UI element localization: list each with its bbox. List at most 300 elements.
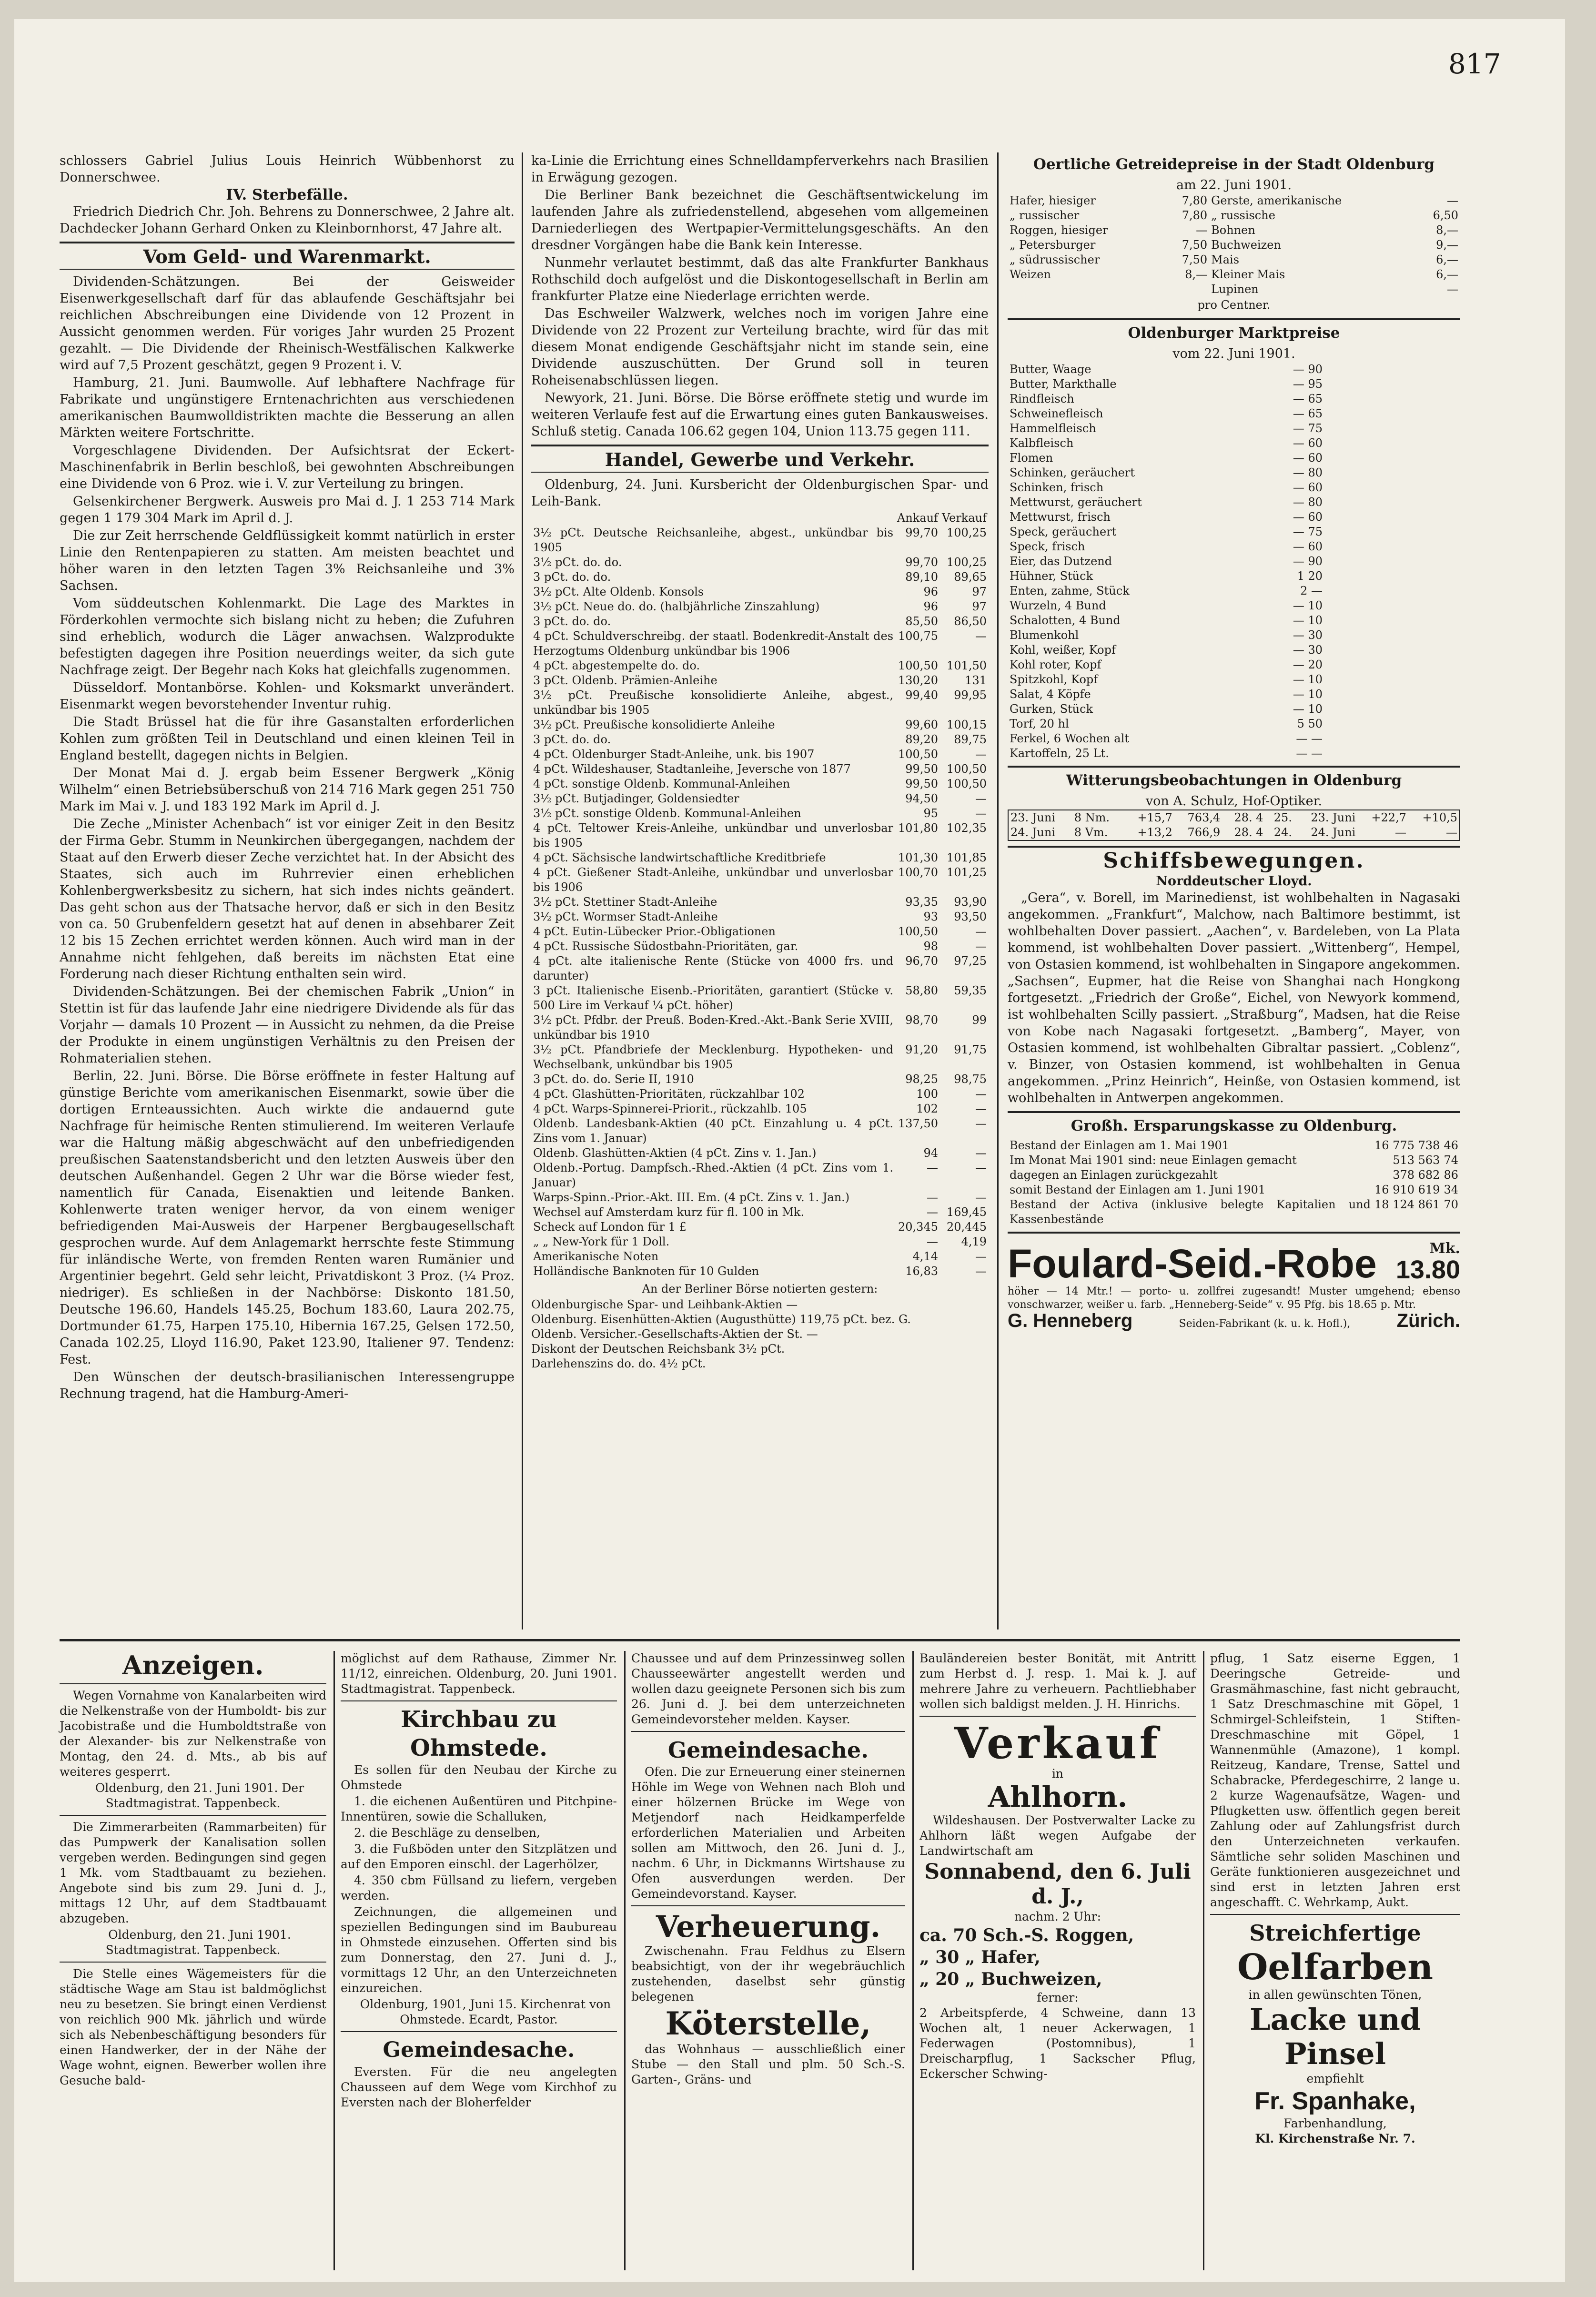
getreide-table [1008, 193, 1460, 297]
ad-text: Farbenhandlung, [1283, 2116, 1387, 2130]
column-2 [531, 152, 989, 1371]
table-cell: Gurken, Stück [1010, 702, 1093, 716]
table-cell: 100,75 [898, 629, 938, 643]
ad-text: Zeichnungen, die allgemeinen und speziellen Bedingungen sind im Baubureau in Ohmstede einzusehen. Offerten sind bis zum Donnerstag, den 27. Juni d. J., vormittags 12 Uhr, an den Unterzeichneten einzureichen. [341, 1905, 617, 1995]
ad-list-item: 2. die Beschläge zu denselben, [354, 1826, 540, 1840]
ad-text: Die Stelle eines Wägemeisters für die städtische Wage am Stau ist baldmöglichst neu zu besetzen. Sie bringt einen Verdienst von reichlich 900 Mk. jährlich und würde sich als Nebenbeschäftigung besonders für einen Handwerker, der in der Nähe der Wage wohnt, eignen. Bewerber wollen ihre Gesuche bald- [60, 1967, 326, 2087]
table-cell: 24. Juni [1010, 826, 1056, 839]
table-cell: Torf, 20 hl [1010, 717, 1069, 730]
table-cell: Speck, geräuchert [1010, 525, 1117, 538]
kurs-table-body [531, 526, 989, 1279]
table-cell: 99,50 [905, 762, 938, 776]
table-row [531, 673, 989, 688]
table-row [1008, 613, 1324, 628]
witterung-table [1008, 810, 1460, 841]
table-row [1008, 495, 1324, 510]
table-cell: 89,65 [954, 570, 987, 584]
table-cell: Schweinefleisch [1010, 407, 1103, 420]
table-cell: 4,14 [912, 1250, 938, 1263]
table-cell: 100,25 [947, 526, 987, 539]
table-cell: 23. Juni [1010, 811, 1056, 824]
schiff-sub: Norddeutscher Lloyd. [1156, 874, 1312, 889]
table-cell: 93,90 [954, 895, 987, 909]
table-row [1008, 208, 1460, 223]
section-heading: Handel, Gewerbe und Verkehr. [605, 449, 915, 470]
table-cell: 1 20 [1297, 569, 1323, 583]
table-cell: 3 pCt. do. do. Serie II, 1910 [533, 1073, 694, 1086]
table-row [1008, 436, 1324, 451]
ad-text: Eversten. Für die neu angelegten Chausseen auf dem Wege vom Kirchhof zu Eversten nach der Bloherfelder [341, 2065, 617, 2109]
table-row [531, 658, 989, 673]
table-cell: — [927, 1191, 938, 1204]
table-row [531, 1013, 989, 1042]
list-item: Oldenburg. Eisenhütten-Aktien (Augusthütte) 119,75 pCt. bez. G. [531, 1313, 911, 1326]
table-row [531, 629, 989, 658]
table-cell: — 65 [1293, 407, 1323, 420]
table-cell: 94,50 [905, 792, 938, 805]
table-cell: 4 pCt. sonstige Oldenb. Kommunal-Anleihen [533, 777, 790, 790]
ad-heading: Gemeindesache. [667, 1737, 869, 1763]
table-cell: 99,95 [954, 688, 987, 702]
table-cell: 378 682 [1393, 1168, 1440, 1182]
ad-text: Zwischenahn. Frau Feldhus zu Elsern beabsichtigt, von der ihr wegebräuchlich zustehenden, daselbst sehr günstig belegenen [631, 1944, 905, 2004]
table-row [531, 777, 989, 791]
divider [60, 1815, 326, 1816]
table-cell: 20,445 [947, 1220, 987, 1234]
anzeigen-heading: Anzeigen. [122, 1650, 264, 1680]
table-header [531, 511, 895, 526]
section-heading: Schiffsbewegungen. [1103, 849, 1365, 873]
table-cell: 91,75 [954, 1043, 987, 1056]
table-row [1008, 267, 1460, 282]
column-divider [333, 1651, 335, 2270]
column-divider [997, 152, 999, 1629]
table-cell: Butter, Waage [1010, 363, 1091, 376]
table-row [1008, 1138, 1460, 1153]
table-cell: Wechsel auf Amsterdam kurz für fl. 100 in Mk. [533, 1205, 805, 1219]
table-cell: — 10 [1293, 688, 1323, 701]
table-row [1008, 717, 1324, 731]
table-cell: — 90 [1293, 363, 1323, 376]
table-cell: 4 pCt. alte italienische Rente (Stücke von 4000 frs. und darunter) [533, 954, 894, 982]
column-divider [522, 152, 523, 1629]
kurs-table [531, 511, 989, 1279]
ad-list-item: „ 30 „ Hafer, [919, 1947, 1040, 1967]
table-row [531, 791, 989, 806]
table-cell: 24. Juni [1311, 826, 1356, 839]
divider [1008, 766, 1460, 768]
table-cell: 8,— [1185, 268, 1208, 281]
table-cell: 3½ pCt. Deutsche Reichsanleihe, abgest., unkündbar bis 1905 [533, 526, 894, 554]
table-cell: Im Monat Mai 1901 sind: neue Einlagen gemacht [1010, 1154, 1297, 1167]
table-row [1008, 421, 1324, 436]
ad-heading: Gemeindesache. [383, 2038, 575, 2062]
table-cell: 513 563 [1393, 1154, 1440, 1167]
table-cell: — 10 [1293, 702, 1323, 716]
table-cell: Schinken, geräuchert [1010, 466, 1135, 479]
divider [919, 1716, 1196, 1717]
table-cell: — 90 [1293, 555, 1323, 568]
table-row [1008, 584, 1324, 598]
ad-heading: Ahlhorn. [988, 1781, 1128, 1814]
foulard-city: Zürich. [1396, 1310, 1460, 1331]
schiff-text: „Gera“, v. Borell, im Marinedienst, ist wohlbehalten in Nagasaki angekommen. „Frankfurt“, Malchow, nach Baltimore bestimmt, ist wohlbehalten Dover passiert. „Aachen“, v. Bardeleben, von La Plata kommend, ist wohlbehalten Dover passiert. „Wittenberg“, Hempel, von Ostasien kommend, ist wohlbehalten in Singapore angekommen. „Sachsen“, Eupmer, hat die Reise von Shanghai nach Hongkong fortgesetzt. „Friedrich der Große“, Eichel, von Newyork kommend, ist wohlbehalten Scilly passiert. „Straßburg“, Madsen, hat die Reise von Kobe nach Nagasaki fortgesetzt. „Bamberg“, Mayer, von Ostasien kommend, ist wohlbehalten Gibraltar passiert. „Coblenz“, v. Binzer, von Ostasien kommend, ist wohlbehalten in Genua angekommen. „Prinz Heinrich“, Heinße, von Ostasien kommend, ist wohlbehalten in Antwerpen angekommen. [1008, 890, 1460, 1105]
table-cell: 98,75 [954, 1073, 987, 1086]
article-paragraph: Die Berliner Bank bezeichnet die Geschäftsentwickelung im laufenden Jahre als zufriedenstellend, abgesehen vom allgemeinen Darniederliegen des Wertpapier-Vermittelungsgeschäfts. An den dresdner Vorgängen habe die Bank kein Interesse. [531, 188, 989, 253]
table-cell: 89,10 [905, 570, 938, 584]
column-1 [60, 152, 515, 1403]
table-row [1008, 810, 1460, 825]
table-cell: 3½ pCt. Stettiner Stadt-Anleihe [533, 895, 717, 909]
table-row [531, 939, 989, 954]
table-cell: 98 [923, 940, 938, 953]
table-cell: Buchweizen [1211, 238, 1281, 252]
divider [60, 269, 515, 270]
table-cell: 6,— [1436, 253, 1458, 266]
ad-text: möglichst auf dem Rathause, Zimmer Nr. 11/12, einreichen. Oldenburg, 20. Juni 1901. Stadtmagistrat. Tappenbeck. [341, 1651, 617, 1696]
table-cell: 93 [923, 910, 938, 923]
table-cell: 93,50 [954, 910, 987, 923]
table-cell: 99,60 [905, 718, 938, 731]
table-cell: Wurzeln, 4 Bund [1010, 599, 1106, 612]
table-cell: — [927, 1205, 938, 1219]
foulard-firm-line [1008, 1310, 1460, 1332]
table-cell: 89,20 [905, 733, 938, 746]
table-cell: 3 pCt. do. do. [533, 570, 611, 584]
table-cell: 7,80 [1182, 209, 1208, 222]
ad-heading: Lacke und Pinsel [1249, 2002, 1421, 2071]
ad-column-1 [60, 1651, 326, 2089]
table-cell: Schinken, frisch [1010, 481, 1104, 494]
table-row [531, 1072, 989, 1087]
table-cell: 7,50 [1182, 238, 1208, 252]
table-cell: 8,— [1436, 223, 1458, 237]
table-cell: 169,45 [947, 1205, 987, 1219]
table-cell: 3½ pCt. Neue do. do. (halbjährliche Zinszahlung) [533, 600, 820, 613]
divider [60, 1683, 326, 1684]
table-cell: Weizen [1010, 268, 1051, 281]
table-cell: 34 [1444, 1183, 1458, 1196]
table-row [1008, 554, 1324, 569]
article-paragraph: Die Stadt Brüssel hat die für ihre Gasanstalten erforderlichen Kohlen zum größten Teil in Deutschland und einen kleinen Teil in England bestellt, dagegen nichts in Belgien. [60, 715, 515, 763]
table-cell: „ Petersburger [1010, 238, 1096, 252]
table-cell: Kartoffeln, 25 Lt. [1010, 747, 1109, 760]
table-row [531, 1249, 989, 1264]
table-cell: — 65 [1293, 392, 1323, 405]
divider [1008, 318, 1460, 320]
getreide-unit: pro Centner. [1197, 298, 1271, 312]
table-cell: 86,50 [954, 615, 987, 628]
table-cell: Mais [1211, 253, 1240, 266]
table-cell: 25. [1273, 811, 1292, 824]
table-cell: 99 [972, 1013, 987, 1027]
table-row [531, 910, 989, 924]
table-cell: Roggen, hiesiger [1010, 223, 1108, 237]
table-cell: 70 [1444, 1198, 1458, 1211]
table-cell: Hühner, Stück [1010, 569, 1093, 583]
table-cell: somit Bestand der Einlagen am 1. Juni 1901 [1010, 1183, 1266, 1196]
table-cell: 93,35 [905, 895, 938, 909]
ad-text: ferner: [1037, 1991, 1079, 2004]
table-row [1008, 746, 1324, 761]
table-cell: 101,50 [947, 659, 987, 672]
ad-text: Wildeshausen. Der Postverwalter Lacke zu Ahlhorn läßt wegen Aufgabe der Landwirtschaft am [919, 1813, 1196, 1858]
table-cell: 89,75 [954, 733, 987, 746]
table-cell: — 75 [1293, 525, 1323, 538]
table-cell: 16,83 [905, 1265, 938, 1278]
table-cell: — 60 [1293, 436, 1323, 450]
table-cell: Oldenb. Landesbank-Aktien (40 pCt. Einzahlung u. 4 pCt. Zins vom 1. Januar) [533, 1117, 894, 1145]
article-paragraph: Gelsenkirchener Bergwerk. Ausweis pro Mai d. J. 1 253 714 Mark gegen 1 179 304 Mark im April d. J. [60, 494, 515, 526]
table-row [531, 1042, 989, 1072]
table-cell: Holländische Banknoten für 10 Gulden [533, 1265, 759, 1278]
ad-signature: Oldenburg, den 21. Juni 1901. Der Stadtmagistrat. Tappenbeck. [95, 1781, 304, 1810]
table-cell: 100,50 [898, 925, 938, 938]
table-cell: 130,20 [898, 674, 938, 687]
foulard-price: 13.80 [1395, 1255, 1460, 1284]
table-cell: — [975, 1250, 987, 1263]
table-row [1008, 731, 1324, 746]
spar-table [1008, 1138, 1460, 1227]
ad-text: Die Zimmerarbeiten (Rammarbeiten) für das Pumpwerk der Kanalisation sollen vergeben werden. Bedingungen sind gegen 1 Mk. vom Stadtbauamt zu beziehen. Angebote sind bis zum 29. Juni d. J., mittags 12 Uhr, auf dem Stadtbauamt abzugeben. [60, 1820, 326, 1925]
table-row [531, 718, 989, 732]
table-cell: — 80 [1293, 496, 1323, 509]
table-cell: 20,345 [898, 1220, 938, 1234]
table-cell: 98,70 [905, 1013, 938, 1027]
article-paragraph: Dividenden-Schätzungen. Bei der chemischen Fabrik „Union“ in Stettin ist für das laufende Jahr eine niedrigere Dividende als für das Vorjahr — damals 10 Prozent — in Aussicht zu nehmen, da die Preise der Produkte in einem ungünstigen Verhältnis zu den Preisen der Rohmaterialien stehen. [60, 984, 515, 1066]
table-cell: 3½ pCt. Butjadinger, Goldensiedter [533, 792, 739, 805]
article-paragraph: Die zur Zeit herrschende Geldflüssigkeit kommt natürlich in erster Linie den Rentenpapieren zu statten. Am meisten beachtet und höher waren in den letzten Tagen 3% Reichsanleihe und 3% Sachsen. [60, 528, 515, 593]
article-paragraph: Den Wünschen der deutsch-brasilianischen Interessengruppe Rechnung tragend, hat die Hamburg-Ameri- [60, 1370, 515, 1401]
table-cell: 95 [923, 807, 938, 820]
table-row [1008, 672, 1324, 687]
table-cell: — 75 [1293, 422, 1323, 435]
table-cell: 100,70 [898, 866, 938, 879]
section-heading: IV. Sterbefälle. [226, 186, 348, 203]
table-cell: — 20 [1293, 658, 1323, 671]
article-paragraph: Berlin, 22. Juni. Börse. Die Börse eröffnete in fester Haltung auf günstige Berichte vom amerikanischen Eisenmarkt, sowie über die dortigen Ernteaussichten. Auch wirkte die andauernd gute Nachfrage für heimische Renten stimulierend. Im weiteren Verlaufe war die Haltung mäßig abgeschwächt auf den unbefriedigenden preußischen Saatenstandsbericht und den letzten Ausweis über den deutschen Außenhandel. Gegen 2 Uhr war die Börse wieder fest, namentlich für Canada, Eisenaktien und leitende Banken. Kohlenwerte traten weniger hervor, da von einem weniger befriedigenden Mai-Ausweis der Harpener Bergbaugesellschaft gesprochen wurde. Auf dem Anlagemarkt herrschte feste Stimmung für inländische Werte, von fremden Renten waren Rumänier und Argentinier begehrt. Geld sehr leicht, Privatdiskont 3 Proz. (¼ Proz. niedriger). Es schließen in der Nachbörse: Diskonto 181.50, Deutsche 196.60, Handels 145.25, Bochum 183.60, Laura 202.75, Dortmunder 61.75, Harpen 175.10, Hibernia 167.25, Gelsen 172.50, Canada 102.25, Lloyd 116.90, Paket 123.90, Italiener 97. Tendenz: Fest. [60, 1069, 515, 1367]
table-cell: — [975, 1117, 987, 1130]
table-cell: 3½ pCt. Preußische konsolidierte Anleihe [533, 718, 775, 731]
ad-list-item: 4. 350 cbm Füllsand zu liefern, vergeben werden. [341, 1873, 617, 1902]
article-paragraph: Nunmehr verlautet bestimmt, daß das alte Frankfurter Bankhaus Rothschild doch aufgelöst und die Diskontogesellschaft in Berlin am frankfurter Platze eine Niederlage errichten werde. [531, 255, 989, 304]
table-row [531, 614, 989, 629]
newspaper-page [14, 19, 1565, 2282]
table-cell: „ südrussischer [1010, 253, 1100, 266]
article-paragraph: Das Eschweiler Walzwerk, welches noch im vorigen Jahre eine Dividende von 22 Prozent zur Verteilung brachte, wird für das mit diesem Monat endigende Geschäftsjahr nicht im stande sein, eine Dividende auszuschütten. Der Grund soll in teuren Roheisenabschlüssen liegen. [531, 306, 989, 388]
table-row [1008, 1153, 1460, 1168]
table-cell [1164, 282, 1209, 297]
table-row [531, 1102, 989, 1116]
table-cell: — [1447, 194, 1458, 207]
table-cell: 6,— [1436, 268, 1458, 281]
table-cell: „ russische [1211, 209, 1275, 222]
table-cell: 28. 4 [1234, 826, 1263, 839]
section-heading: Vom Geld- und Warenmarkt. [143, 246, 431, 267]
column-divider [1203, 1651, 1204, 2270]
ad-big-heading: Oelfarben [1237, 1947, 1434, 1988]
table-cell: Amerikanische Noten [533, 1250, 659, 1263]
table-cell: Kohl roter, Kopf [1010, 658, 1101, 671]
divider [1008, 846, 1460, 848]
ad-heading: Verheuerung. [656, 1909, 881, 1944]
table-cell: Kleiner Mais [1211, 268, 1285, 281]
article-paragraph: ka-Linie die Errichtung eines Schnelldampferverkehrs nach Brasilien in Erwägung gezogen. [531, 153, 989, 185]
witterung-sub: von A. Schulz, Hof-Optiker. [1145, 794, 1323, 809]
ads-divider [60, 1639, 1460, 1641]
table-cell: 59,35 [954, 984, 987, 997]
table-row [1008, 377, 1324, 392]
table-cell: Schalotten, 4 Bund [1010, 614, 1121, 627]
table-cell: 99,50 [905, 777, 938, 790]
table-cell: 131 [965, 674, 987, 687]
table-row [1008, 539, 1324, 554]
ad-text: 2 Arbeitspferde, 4 Schweine, dann 13 Wochen alt, 1 neuer Ackerwagen, 1 Federwagen (Postomnibus), 1 Dreischarpflug, 1 Sackscher Pflug, Eckerscher Schwing- [919, 2006, 1196, 2081]
table-cell: 99,70 [905, 526, 938, 539]
table-cell: Oldenb. Glashütten-Aktien (4 pCt. Zins v. 1. Jan.) [533, 1146, 817, 1160]
divider [631, 1905, 905, 1906]
section-heading: Oertliche Getreidepreise in der Stadt Oldenburg [1033, 156, 1435, 173]
table-cell: — [975, 629, 987, 643]
ad-heading: Streichfertige [1249, 1920, 1421, 1946]
table-cell: 102 [916, 1102, 938, 1115]
table-cell: +10,5 [1422, 811, 1457, 824]
table-cell: — 60 [1293, 481, 1323, 494]
column-divider [624, 1651, 626, 2270]
table-cell: Lupinen [1211, 283, 1259, 296]
table-cell: 3½ pCt. do. do. [533, 556, 622, 569]
table-cell: 100,50 [898, 659, 938, 672]
table-cell: — [1394, 826, 1406, 839]
table-cell: 4 pCt. Wildeshauser, Stadtanleihe, Jeversche von 1877 [533, 762, 851, 776]
table-cell: — 10 [1293, 599, 1323, 612]
table-row [1008, 628, 1324, 643]
table-row [531, 599, 989, 614]
article-paragraph: Der Monat Mai d. J. ergab beim Essener Bergwerk „König Wilhelm“ einen Betriebsüberschuß von 214 716 Mark gegen 251 750 Mark im Mai v. J. und 183 192 Mark im April d. J. [60, 766, 515, 814]
table-row [531, 895, 989, 910]
table-cell: — 30 [1293, 643, 1323, 657]
table-cell: 101,85 [947, 851, 987, 864]
table-row [1008, 658, 1324, 672]
table-row [1008, 193, 1460, 208]
table-cell: 3½ pCt. Alte Oldenb. Konsols [533, 585, 704, 598]
table-row [531, 555, 989, 570]
table-cell: 96 [923, 585, 938, 598]
table-cell: 8 Vm. [1074, 826, 1108, 839]
table-cell: 100,50 [947, 777, 987, 790]
table-cell: — — [1296, 732, 1323, 745]
table-cell: „ russischer [1010, 209, 1080, 222]
table-cell: 4,19 [961, 1235, 987, 1248]
table-row [1008, 643, 1324, 658]
table-cell: Mettwurst, geräuchert [1010, 496, 1142, 509]
ad-text: Wegen Vornahme von Kanalarbeiten wird die Nelkenstraße von der Humboldt- bis zur Jacobistraße und die Humboldtstraße von der Alexander- bis zur Nelkenstraße von Montag, den 24. d. Mts., ab bis auf weiteres gesperrt. [60, 1689, 326, 1779]
table-row [531, 1087, 989, 1102]
table-cell: 9,— [1436, 238, 1458, 252]
table-cell: 766,9 [1187, 826, 1221, 839]
table-cell: — [927, 1161, 938, 1174]
foulard-firm-sub: Seiden-Fabrikant (k. u. k. Hofl.), [1179, 1318, 1351, 1330]
table-cell: 4 pCt. Warps-Spinnerei-Priorit., rückzahlb. 105 [533, 1102, 807, 1115]
table-cell: 16 775 738 [1374, 1139, 1440, 1152]
table-row [531, 1220, 989, 1235]
ad-signature: Oldenburg, den 21. Juni 1901. Stadtmagistrat. Tappenbeck. [105, 1928, 291, 1957]
divider [341, 1700, 617, 1701]
table-row [1008, 825, 1460, 840]
table-cell: — [1196, 223, 1208, 237]
table-cell: 4 pCt. abgestempelte do. do. [533, 659, 700, 672]
table-cell: 100,15 [947, 718, 987, 731]
table-row [1008, 569, 1324, 584]
ad-column-3 [631, 1651, 905, 2088]
table-cell: 3½ pCt. Wormser Stadt-Anleihe [533, 910, 718, 923]
table-cell: +22,7 [1371, 811, 1406, 824]
ad-text: pflug, 1 Satz eiserne Eggen, 1 Deeringsche Getreide- und Grasmähmaschine, fast nicht gebraucht, 1 Satz Dreschmaschine mit Göpel, 1 Schmirgel-Schleifstein, 1 Stiften-Dreschmaschine mit Göpel, 1 Wannenmühle (Amazone), 1 kompl. Reitzeug, Kandare, Trense, Sattel und Schabracke, Pferdegeschirre, 2 lange u. 2 kurze Wagenaufsätze, Wagen- und Pflugketten usw. öffentlich gegen bereit Zahlung oder auf Zahlungsfrist durch den Unterzeichneten verkaufen. Sämtliche sehr soliden Maschinen und Geräte funktionieren ausgezeichnet und sind erst in letzten Jahren erst angeschafft. C. Wehrkamp, Aukt. [1210, 1651, 1460, 1909]
foulard-text: höher — 14 Mtr.! — porto- u. zollfrei zugesandt! Muster umgehend; ebenso vonschwarzer, weißer u. farb. „Henneberg-Seide“ v. 95 Pfg. bis 18.65 p. Mtr. [1008, 1285, 1460, 1311]
table-cell: 28. 4 [1234, 811, 1263, 824]
table-cell: — [975, 1161, 987, 1174]
table-cell: Spitzkohl, Kopf [1010, 673, 1098, 686]
divider [631, 1731, 905, 1732]
ad-text: in allen gewünschten Tönen, [1248, 1988, 1422, 2002]
table-row [1008, 392, 1324, 406]
ad-text: Ofen. Die zur Erneuerung einer steinernen Höhle im Wege von Wehnen nach Bloh und einer hölzernen Brücke im Wege von Metjendorf nach Heidkamperfelde erforderlichen Materialien und Arbeiten sollen am Mittwoch, den 26. Juni d. J., nachm. 6 Uhr, in Dickmanns Wirtshause zu Ofen ausverdungen werden. Der Gemeindevorstand. Kayser. [631, 1765, 905, 1901]
ad-text: empfiehlt [1306, 2072, 1364, 2085]
ad-list-item: ca. 70 Sch.-S. Roggen, [919, 1925, 1134, 1945]
foulard-title: Foulard-Seid.-Robe [1008, 1241, 1377, 1286]
table-cell: 8 Nm. [1074, 811, 1110, 824]
table-cell: — 10 [1293, 673, 1323, 686]
table-cell: — [975, 792, 987, 805]
article-paragraph: Newyork, 21. Juni. Börse. Die Börse eröffnete stetig und wurde im weiteren Verlaufe fest auf die Erwartung eines guten Bankausweises. Schluß stetig. Canada 106.62 gegen 104, Union 113.75 gegen 111. [531, 391, 989, 439]
table-row [1008, 238, 1460, 253]
table-cell: +15,7 [1137, 811, 1172, 824]
table-row [1008, 1168, 1460, 1183]
table-cell: — [975, 1265, 987, 1278]
table-cell: Flomen [1010, 451, 1053, 465]
ad-heading: Kirchbau zu Ohmstede. [401, 1706, 557, 1761]
table-cell: 3½ pCt. Pfandbriefe der Mecklenburg. Hypotheken- und Wechselbank, unkündbar bis 1905 [533, 1043, 894, 1071]
table-row [531, 570, 989, 585]
table-row [1008, 525, 1324, 539]
table-cell: — 10 [1293, 614, 1323, 627]
table-row [531, 821, 989, 850]
table-cell: Warps-Spinn.-Prior.-Akt. III. Em. (4 pCt. Zins v. 1. Jan.) [533, 1191, 850, 1204]
table-cell: Kalbfleisch [1010, 436, 1074, 450]
table-cell: 3 pCt. Oldenb. Prämien-Anleihe [533, 674, 717, 687]
table-cell: 4 pCt. Glashütten-Prioritäten, rückzahlbar 102 [533, 1087, 805, 1101]
table-cell: 3½ pCt. sonstige Oldenb. Kommunal-Anleihen [533, 807, 801, 820]
table-cell: 94 [923, 1146, 938, 1160]
table-cell: 98,25 [905, 1073, 938, 1086]
ad-text: das Wohnhaus — ausschließlich einer Stube — den Stall und plm. 50 Sch.-S. Garten-, Gräns- und [631, 2042, 905, 2086]
table-cell: 85,50 [905, 615, 938, 628]
table-cell: 3 pCt. Italienische Eisenb.-Prioritäten, garantiert (Stücke v. 500 Lire im Verkauf ¼ pCt. höher) [533, 984, 894, 1012]
table-cell: — — [1296, 747, 1323, 760]
table-cell: 3½ pCt. Pfdbr. der Preuß. Boden-Kred.-Akt.-Bank Serie XVIII, unkündbar bis 1910 [533, 1013, 894, 1042]
table-cell: 97 [972, 585, 987, 598]
table-cell: — [975, 1191, 987, 1204]
divider [531, 472, 989, 473]
foulard-price-unit: Mk. [1429, 1240, 1460, 1257]
table-cell: Mettwurst, frisch [1010, 510, 1111, 524]
table-row [1008, 465, 1324, 480]
table-cell: 18 124 861 [1374, 1198, 1440, 1211]
table-cell: Blumenkohl [1010, 628, 1079, 642]
table-cell: 96,70 [905, 954, 938, 968]
table-cell: — [975, 1146, 987, 1160]
table-cell: — 95 [1293, 377, 1323, 391]
